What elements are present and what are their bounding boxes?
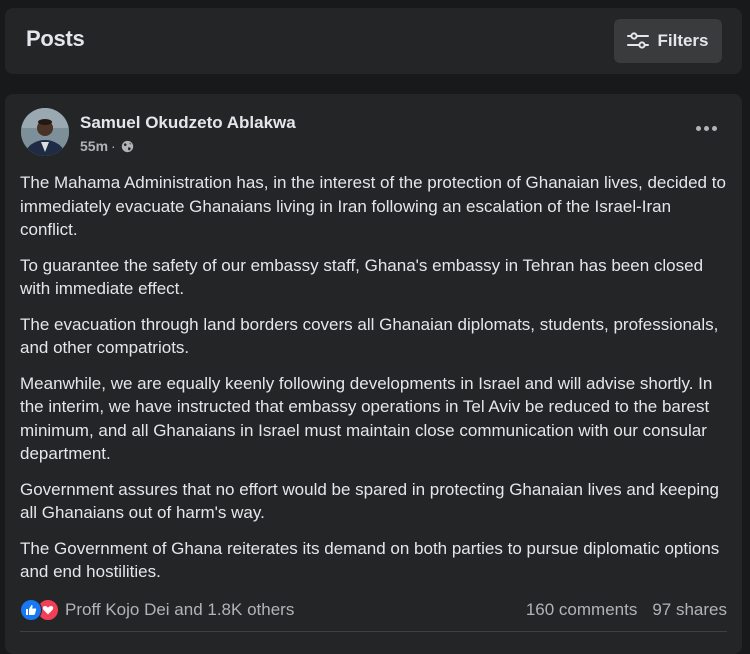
comments-count[interactable]: 160 comments xyxy=(525,600,638,619)
post-card xyxy=(5,94,742,654)
sliders-icon xyxy=(627,32,649,50)
thumbs-up-icon xyxy=(20,599,42,621)
filters-label: Filters xyxy=(657,31,709,50)
posts-header xyxy=(5,8,742,74)
post-paragraph: The Government of Ghana reiterates its demand on both parties to pursue diplomatic options and end hostilities. xyxy=(20,538,720,581)
shares-count[interactable]: 97 shares xyxy=(652,600,727,619)
post-paragraph: To guarantee the safety of our embassy staff, Ghana's embassy in Tehran has been closed with immediate effect. xyxy=(20,255,704,298)
reaction-icons[interactable] xyxy=(20,599,59,621)
post-timestamp[interactable]: 55m xyxy=(80,138,109,154)
post-paragraph: The evacuation through land borders covers all Ghanaian diplomats, students, professionals, and other compatriots. xyxy=(20,314,719,357)
post-text xyxy=(20,171,732,596)
post-meta xyxy=(80,138,134,154)
reactions-summary[interactable]: Proff Kojo Dei and 1.8K others xyxy=(65,600,295,619)
reactions-bar xyxy=(20,598,727,622)
post-paragraph: The Mahama Administration has, in the interest of the protection of Ghanaian lives, decided to immediately evacuate Ghanaians living in Iran following an escalation of the Israel-Iran conflict. xyxy=(20,173,726,239)
post-paragraph: Meanwhile, we are equally keenly following developments in Israel and will advise shortly. In the interim, we have instructed that embassy operations in Tel Aviv be reduced to the barest minimum, and all Ghanaians in Israel must maintain close communication with our consular department. xyxy=(20,373,713,463)
avatar-image xyxy=(21,108,69,156)
engagement-counts xyxy=(526,600,727,620)
meta-separator: · xyxy=(111,138,116,154)
more-horizontal-icon[interactable] xyxy=(688,116,724,140)
globe-icon[interactable] xyxy=(121,140,134,153)
filters-button[interactable] xyxy=(614,19,722,63)
avatar[interactable] xyxy=(21,108,69,156)
divider xyxy=(20,631,727,632)
post-paragraph: Government assures that no effort would be spared in protecting Ghanaian lives and keeping all Ghanaians out of harm's way. xyxy=(20,479,720,522)
author-name[interactable]: Samuel Okudzeto Ablakwa xyxy=(80,113,296,132)
page-title: Posts xyxy=(26,26,85,51)
